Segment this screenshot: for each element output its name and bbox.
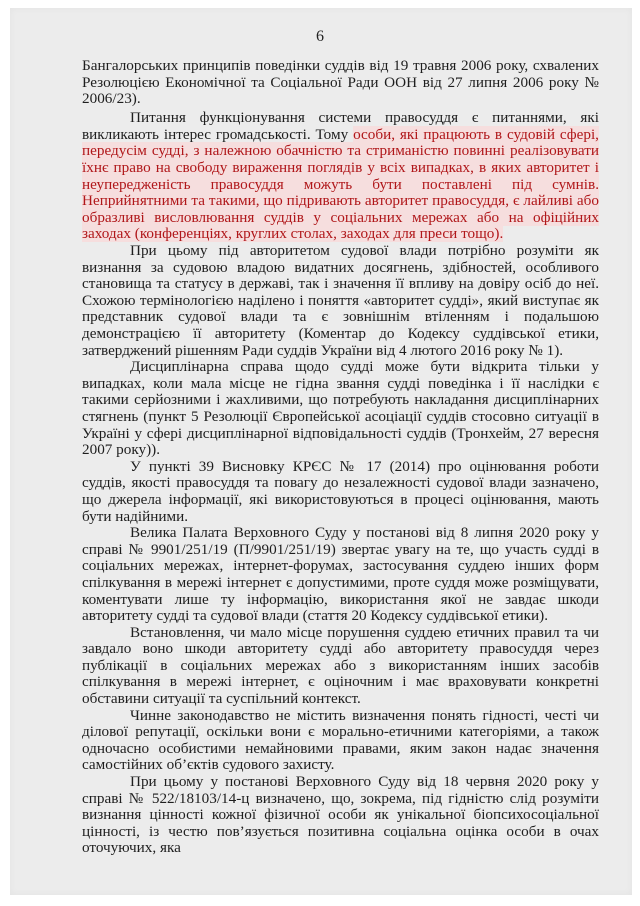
document-body [82,58,599,857]
paragraph-text: При цьому у постанові Верховного Суду від 18 червня 2020 року у справі № 522/18103/14-ц визначено, що, зокрема, під гідністю слід розуміти визнання цінності кожної фізичної особи як унікальної біопсихосоціальної цінності, із честю пов’язується позитивна соціальна оцінка особи в очах оточуючих, яка [82,773,599,857]
paragraph [82,774,599,857]
paragraph-text: Велика Палата Верховного Суду у постанові від 8 липня 2020 року у справі № 9901/251/19 (П/9901/251/19) звертає увагу на те, що участь судді в соціальних мережах, інтернет-форумах, застосування суддею інших форм спілкування в мережі інтернет є допустимими, проте суддя може розміщувати, коментувати лише ту інформацію, використання якої не завдає шкоди авторитету судді та судової влади (стаття 20 Кодексу суддівської етики). [82,524,599,625]
paragraph [82,459,599,525]
paragraph-text: Питання функціонування системи правосуддя є питаннями, які викликають інтерес громадськості. Тому [82,109,599,143]
highlighted-text: особи, які працюють в судовій сфері, передусім судді, з належною обачністю та стриманістю повинні реалізовувати їхнє право на свободу вираження поглядів у всіх випадках, в яких авторитет і неупередженість правосуддя можуть бути поставлені під сумнів. Неприйнятними та такими, що підривають авторитет правосуддя, є лайливі або образливі висловлювання суддів у соціальних мережах або на офіційних заходах (конференціях, круглих столах, заходах для преси тощо). [82,125,599,243]
paragraph [82,708,599,774]
paragraph-text: Дисциплінарна справа щодо судді може бути відкрита тільки у випадках, коли мала місце не гідна звання судді поведінка і її наслідки є такими серйозними і жахливими, що потребують накладання дисциплінарних стягнень (пункт 5 Резолюції Європейської асоціації суддів стосовно ситуації в Україні у сфері дисциплінарної відповідальності суддів (Тронхейм, 27 вересня 2007 року)). [82,358,599,459]
paragraph-text: При цьому під авторитетом судової влади потрібно розуміти як визнання за судовою владою видатних досягнень, здібностей, особливого становища та статусу в державі, так і значення її впливу на довіру осіб до неї. Схожою термінологією наділено і поняття «авторитет судді», який виступає як представник судової влади та є зовнішнім втіленням і подальшою демонстрацією її авторитету (Коментар до Кодексу суддівської етики, затверджений рішенням Ради суддів України від 4 лютого 2016 року № 1). [82,242,599,359]
paragraph-text: У пункті 39 Висновку КРЄС № 17 (2014) про оцінювання роботи суддів, якості правосуддя та повагу до незалежності судової влади зазначено, що джерела інформації, які використовуються в процесі оцінювання, мають бути надійними. [82,457,599,525]
paragraph-text: Чинне законодавство не містить визначення понять гідності, честі чи ділової репутації, оскільки вони є морально-етичними категоріями, а також одночасно особистими немайновими правами, яким закон надає значення самостійних об’єктів судового захисту. [82,706,599,774]
paragraph [82,110,599,243]
page-number: 6 [316,28,324,45]
paragraph [82,525,599,625]
paragraph [82,625,599,708]
paragraph-text: Бангалорських принципів поведінки суддів від 19 травня 2006 року, схвалених Резолюцією Економічної та Соціальної Ради ООН від 27 липня 2006 року № 2006/23). [82,57,599,108]
paragraph [82,359,599,459]
paragraph-text: Встановлення, чи мало місце порушення суддею етичних правил та чи завдало воно шкоди авторитету судді або авторитету правосуддя через публікації в соціальних мережах або з використанням інших засобів спілкування в мережі інтернет, є оціночним і має враховувати конкретні обставини ситуації та суспільний контекст. [82,623,599,708]
paragraph [82,58,599,108]
paragraph [82,243,599,359]
